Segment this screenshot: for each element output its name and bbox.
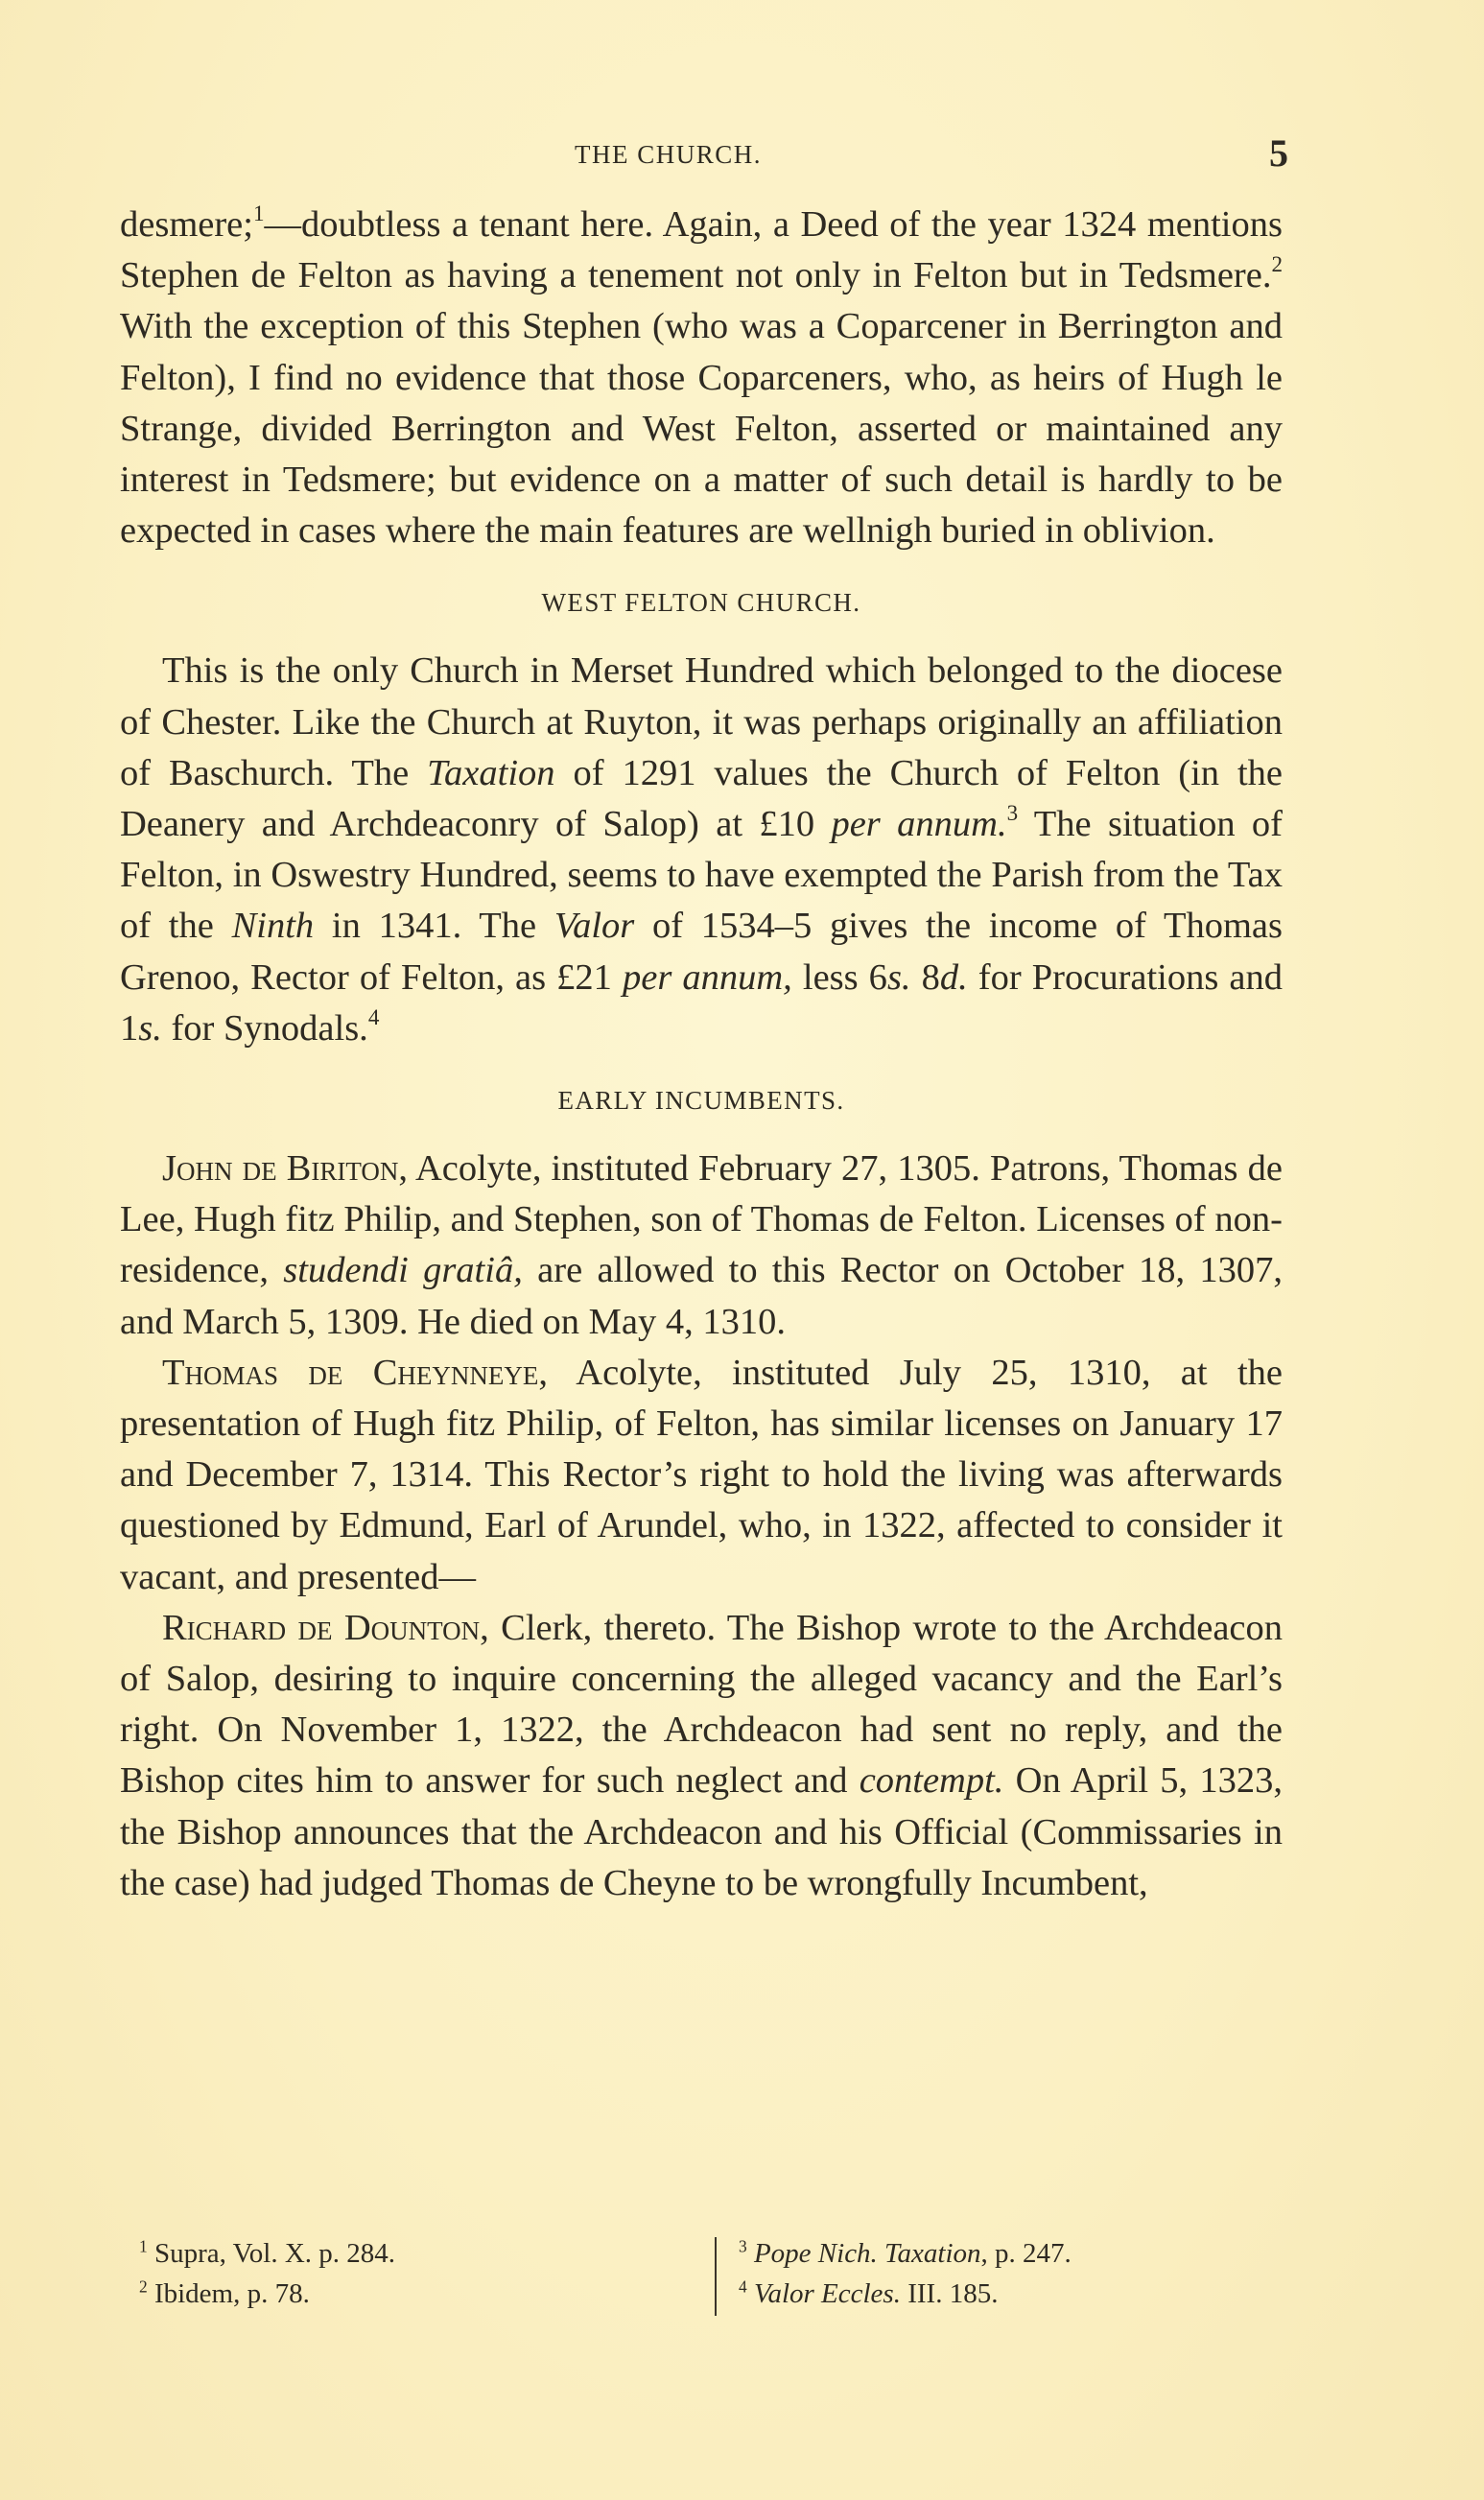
incumbent-entry (120, 1603, 1283, 1909)
text-run: in 1341. The (314, 906, 554, 947)
italic-term: Taxation (427, 752, 555, 793)
text-run: This is the only Church in Merset Hundred which belonged to the diocese of Chester. Like the Church at Ruyton, it was perhaps originally an affiliation of Baschurch. The (120, 650, 1283, 793)
text-run: 8 (910, 956, 940, 998)
page-number: 5 (1269, 131, 1288, 175)
footnote-ref-4[interactable]: 4 (367, 1003, 380, 1029)
footnote-italic: Pope Nich. Taxation (753, 2238, 981, 2269)
text-run: are allowed to this Rector on October 18, 1307, and March 5, 1309. He died on May 4, 1310. (120, 1250, 1284, 1342)
footnote-4 (739, 2274, 1072, 2314)
running-head (120, 131, 1288, 178)
footnote-number: 1 (139, 2236, 148, 2256)
italic-term: per annum, (623, 956, 792, 998)
footnote-2 (139, 2274, 395, 2314)
footnotes-left-column (139, 2233, 395, 2314)
footnote-3 (739, 2233, 1072, 2274)
footnote-number: 4 (739, 2276, 747, 2297)
body-text (120, 200, 1283, 1909)
footnote-italic: Valor Eccles. (753, 2278, 901, 2309)
italic-term: contempt. (859, 1760, 1004, 1802)
text-run: On April 5, 1323, the Bishop announces that the Archdeacon and his Official (Commissaries in the case) had judged Thomas de Cheyne to be wrongfully Incumbent, (120, 1760, 1283, 1903)
text-run: With the exception of this Stephen (who was a Coparcener in Berrington and Felton), I find no evidence that those Coparceners, who, as heirs of Hugh le Strange, divided Berrington and West Felton, asserted or maintained any interest in Tedsmere; but evidence on a matter of such detail is hardly to be expected in cases where the main features are wellnigh buried in oblivion. (120, 306, 1283, 552)
text-run: for Procurations and 1 (120, 956, 1284, 1049)
text-run: , Acolyte, instituted July 25, 1310, at the presentation of Hugh fitz Philip, of Felton, has similar licenses on January 17 and December 7, 1314. This Rector’s right to hold the living was afterwards questioned by Edmund, Earl of Arundel, who, in 1322, affected to consider it vacant, and presented— (120, 1352, 1283, 1597)
text-run: desmere; (120, 204, 253, 245)
footnote-text: , p. 247. (980, 2238, 1072, 2269)
italic-term: Valor (554, 906, 635, 947)
paragraph-west-felton (120, 646, 1283, 1054)
incumbent-name: Thomas de Cheynneye (162, 1352, 539, 1393)
text-run: , Clerk, thereto. The Bishop wrote to the Archdeacon of Salop, desiring to inquire concerning the alleged vacancy and the Earl’s right. On November 1, 1322, the Archdeacon had sent no reply, and the Bishop cites him to answer for such neglect and (120, 1607, 1283, 1802)
incumbent-name: Richard de Dounton (162, 1607, 481, 1648)
italic-term: d. (939, 956, 968, 998)
text-run: for Synodals. (161, 1007, 368, 1049)
footnote-text: III. 185. (900, 2278, 999, 2309)
incumbent-entry (120, 1348, 1283, 1603)
paragraph-continued (120, 200, 1283, 556)
footnote-text: Ibidem, p. 78. (153, 2278, 310, 2309)
footnote-text: Supra, Vol. X. p. 284. (153, 2238, 396, 2269)
footnote-ref-2[interactable]: 2 (1271, 251, 1283, 277)
italic-term: Ninth (231, 906, 315, 947)
footnote-ref-1[interactable]: 1 (252, 200, 265, 225)
text-run: of 1291 values the Church of Felton (in the Deanery and Archdeaconry of Salop) at £10 (120, 752, 1283, 845)
incumbent-entry (120, 1144, 1283, 1348)
footnotes-right-column (739, 2233, 1072, 2314)
text-run: —doubtless a tenant here. Again, a Deed of the year 1324 mentions Stephen de Felton as having a tenement not only in Felton but in Tedsmere. (120, 204, 1283, 296)
footnote-1 (139, 2233, 395, 2274)
running-head-title: THE CHURCH. (575, 140, 763, 169)
footnote-number: 2 (139, 2276, 148, 2297)
text-run: less 6 (791, 956, 887, 998)
text-run: , Acolyte, instituted February 27, 1305. Patrons, Thomas de Lee, Hugh fitz Philip, and Stephen, son of Thomas de Felton. Licenses of non-residence, (120, 1148, 1283, 1291)
footnote-ref-3[interactable]: 3 (1006, 799, 1019, 825)
text-run: of 1534–5 gives the income of Thomas Grenoo, Rector of Felton, as £21 (120, 906, 1283, 998)
italic-term: studendi gratiâ, (283, 1250, 523, 1291)
footnote-column-divider (715, 2237, 717, 2316)
italic-term: s. (886, 956, 911, 998)
section-heading-west-felton-church: WEST FELTON CHURCH. (541, 588, 861, 618)
footnote-number: 3 (739, 2236, 747, 2256)
italic-term: s. (138, 1007, 162, 1049)
section-heading-early-incumbents: EARLY INCUMBENTS. (557, 1086, 845, 1116)
italic-term: per annum. (831, 804, 1007, 845)
incumbent-name: John de Biriton (162, 1148, 399, 1190)
text-run: The situation of Felton, in Oswestry Hundred, seems to have exempted the Parish from the Tax of the (120, 804, 1284, 947)
